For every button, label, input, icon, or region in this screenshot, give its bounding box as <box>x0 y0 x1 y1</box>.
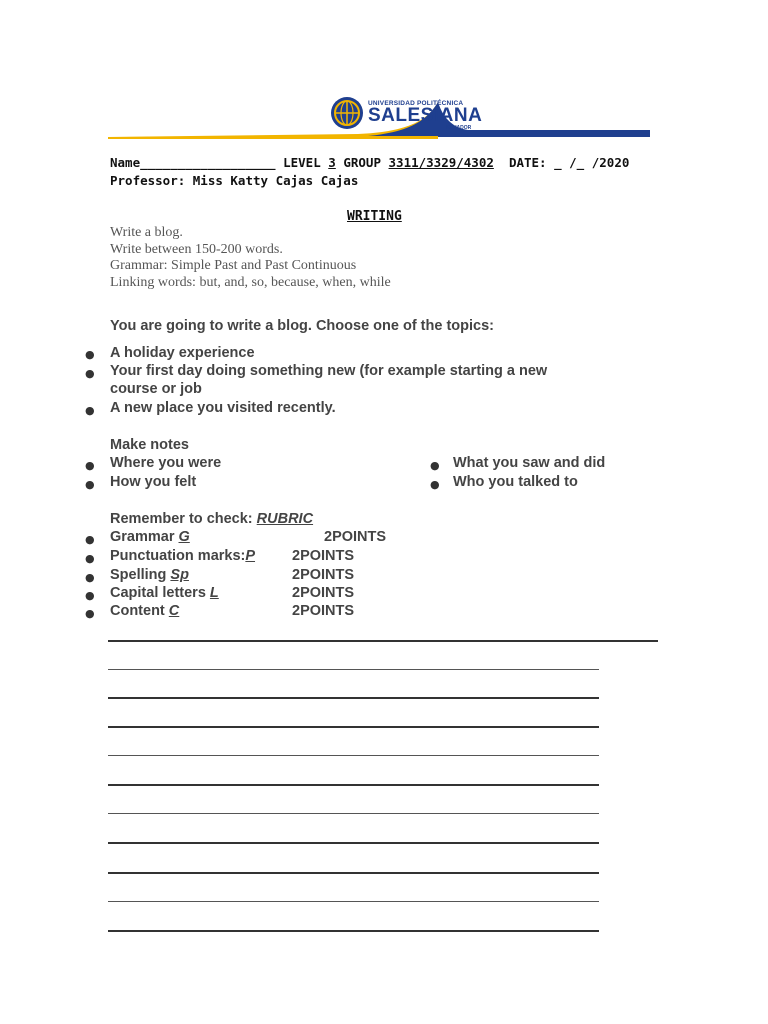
rubric-points: 2POINTS <box>292 548 355 564</box>
notes-heading: Make notes <box>110 437 189 453</box>
writing-line[interactable] <box>108 697 599 699</box>
writing-line[interactable] <box>108 813 599 814</box>
level-label: LEVEL <box>283 155 321 170</box>
bullet-icon: ● <box>85 552 95 565</box>
rubric-points: 2POINTS <box>324 529 387 545</box>
rubric-item: Punctuation marks:P <box>110 548 256 564</box>
writing-line[interactable] <box>108 669 599 670</box>
instruction-line: Linking words: but, and, so, because, when, while <box>110 274 391 290</box>
notes-item: What you saw and did <box>453 455 606 471</box>
rubric-points: 2POINTS <box>292 585 355 601</box>
date-label: DATE: <box>508 155 547 170</box>
topic-item: A new place you visited recently. <box>110 400 336 416</box>
bullet-icon: ● <box>85 607 95 620</box>
logo-country: ECUADOR <box>446 125 472 131</box>
logo-university-line: UNIVERSIDAD POLITÉCNICA <box>368 100 464 107</box>
date-field[interactable]: _ /_ /2020 <box>554 155 630 170</box>
rubric-code: L <box>209 585 219 601</box>
rubric-word: RUBRIC <box>256 511 314 527</box>
rubric-item: Spelling Sp <box>110 567 189 583</box>
globe-emblem-icon <box>330 96 364 130</box>
university-logo <box>328 94 483 134</box>
rubric-intro: Remember to check: RUBRIC <box>110 511 314 527</box>
writing-line[interactable] <box>108 726 599 728</box>
writing-line[interactable] <box>108 755 599 756</box>
group-value: 3311/3329/4302 <box>388 155 494 170</box>
bullet-icon: ● <box>430 478 440 491</box>
page-title: WRITING <box>347 209 402 224</box>
rubric-points: 2POINTS <box>292 603 355 619</box>
bullet-icon: ● <box>85 478 95 491</box>
bullet-icon: ● <box>85 533 95 546</box>
level-value: 3 <box>328 155 336 170</box>
topic-item: A holiday experience <box>110 345 255 361</box>
bullet-icon: ● <box>85 589 95 602</box>
topic-item-continued: course or job <box>110 381 202 397</box>
instruction-line: Write between 150-200 words. <box>110 241 283 257</box>
bullet-icon: ● <box>430 459 440 472</box>
professor-line: Professor: Miss Katty Cajas Cajas <box>110 173 359 188</box>
rubric-item: Grammar G <box>110 529 190 545</box>
notes-item: Where you were <box>110 455 222 471</box>
group-label: GROUP <box>343 155 381 170</box>
header-info-line <box>110 155 629 170</box>
bullet-icon: ● <box>85 571 95 584</box>
instructions-block <box>110 225 391 291</box>
writing-line[interactable] <box>108 784 599 786</box>
topic-item: Your first day doing something new (for example starting a new <box>110 363 548 379</box>
writing-line[interactable] <box>108 901 599 902</box>
instruction-line: Grammar: Simple Past and Past Continuous <box>110 258 357 273</box>
rubric-code: G <box>178 529 190 545</box>
bullet-icon: ● <box>85 404 95 417</box>
topics-intro: You are going to write a blog. Choose one of the topics: <box>110 318 494 334</box>
notes-item: Who you talked to <box>453 474 578 490</box>
bullet-icon: ● <box>85 348 95 361</box>
rubric-item: Capital letters L <box>110 585 219 601</box>
rubric-item: Content C <box>110 603 180 619</box>
writing-line[interactable] <box>108 872 599 874</box>
instruction-line: Write a blog. <box>110 225 183 240</box>
logo-name: SALESIANA <box>368 105 483 126</box>
bullet-icon: ● <box>85 367 95 380</box>
rubric-code: Sp <box>170 567 189 583</box>
writing-line[interactable] <box>108 842 599 844</box>
bullet-icon: ● <box>85 459 95 472</box>
rubric-code: C <box>168 603 180 619</box>
notes-item: How you felt <box>110 474 197 490</box>
writing-line[interactable] <box>108 640 658 642</box>
rubric-code: P <box>245 548 256 564</box>
name-field[interactable]: Name__________________ <box>110 155 276 170</box>
rubric-points: 2POINTS <box>292 567 355 583</box>
writing-line[interactable] <box>108 930 599 932</box>
